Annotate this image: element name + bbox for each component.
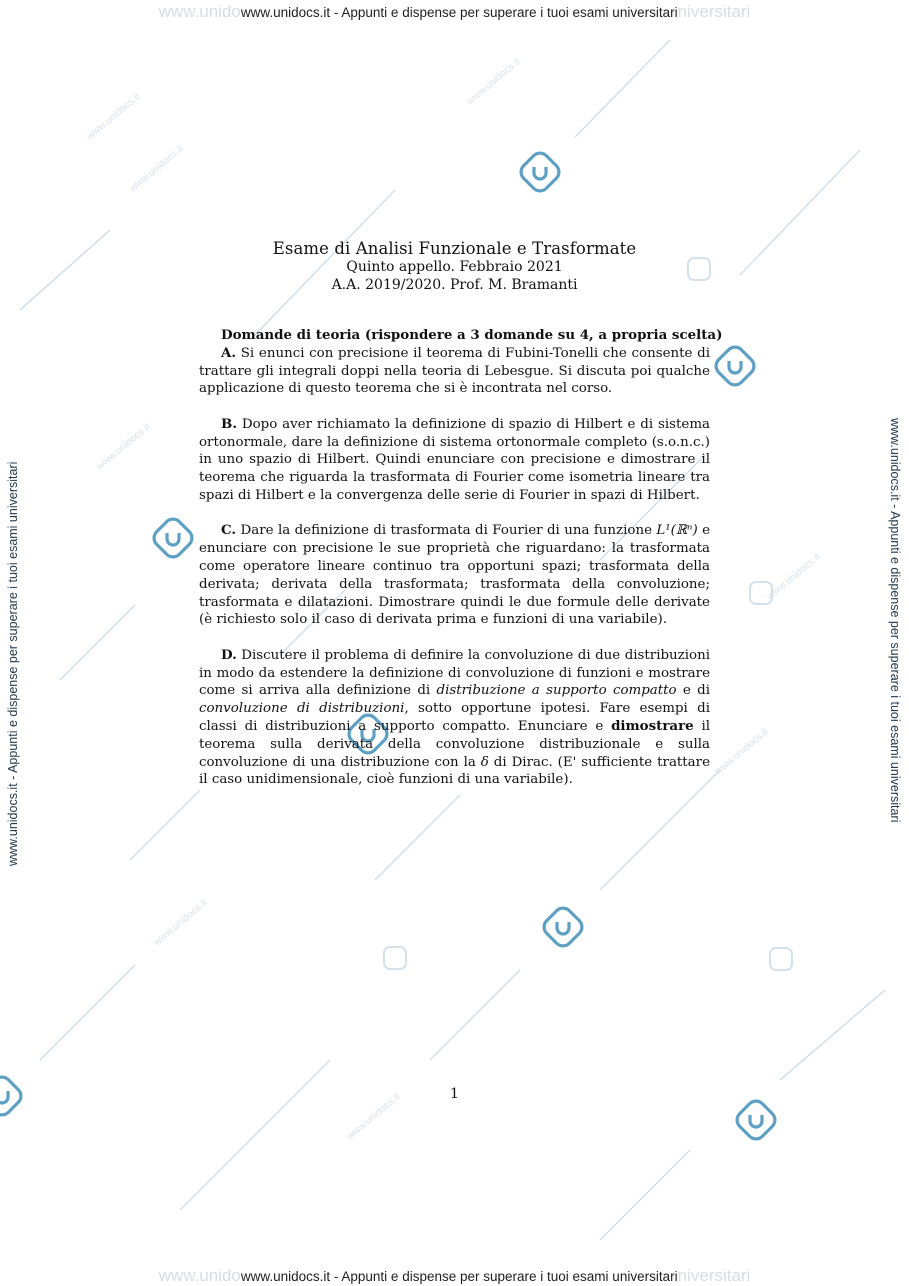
page-number: 1 — [450, 1086, 459, 1102]
diagonal-watermark-text: www.unidocs.it — [764, 551, 823, 603]
diagonal-watermark-text: www.unidocs.it — [151, 897, 210, 949]
diagonal-watermark-text: www.unidocs.it — [344, 1091, 403, 1143]
question-text: di Dirac. (E' sufficiente trattare il caso unidimensionale, cioè funzioni di una variabile). — [199, 754, 710, 788]
top-watermark-text: www.unidocs.it - Appunti e dispense per superare i tuoi esami universitari — [240, 5, 678, 20]
question-text: il teorema sulla derivata della convoluzione distribuzionale e sulla convoluzione di una distribuzione con la — [199, 718, 711, 770]
bottom-watermark-bar — [0, 1266, 909, 1286]
ghost-watermark-left: www.unido — [158, 1266, 241, 1285]
question-a — [199, 345, 710, 398]
question-b — [199, 416, 710, 505]
bottom-watermark-text: www.unidocs.it - Appunti e dispense per superare i tuoi esami universitari — [240, 1269, 678, 1284]
faint-logo-icon — [750, 582, 772, 604]
question-text: Si enunci con precisione il teorema di Fubini-Tonelli che consente di trattare gli integrali doppi nella teoria di Lebesgue. Si discuta poi qualche applicazione di questo teorema che si è incontrata nel corso. — [199, 345, 710, 397]
question-text: Discutere il problema di definire la convoluzione di due distribuzioni in modo da estendere la definizione di convoluzione di funzioni e mostrare come si arriva alla definizione di — [199, 647, 710, 699]
ghost-watermark-right: niversitari — [677, 1266, 751, 1285]
question-label: D. — [221, 646, 237, 663]
faint-logo-icon — [384, 947, 406, 969]
smiley-u-logo-icon — [733, 1097, 778, 1142]
question-label: C. — [221, 522, 237, 539]
emphasized-term: convoluzione di distribuzioni — [199, 701, 405, 717]
exam-title: Esame di Analisi Funzionale e Trasformate — [272, 239, 637, 258]
question-c — [199, 522, 710, 629]
math-symbol: δ — [480, 754, 489, 770]
question-text: e enunciare con precisione le sue proprietà che riguardano: la trasformata come operatore lineare continuo tra opportuni spazi; trasformata della derivata; derivata della trasformata; trasformata della convoluzione; trasformata e dilatazioni. Dimostrare quindi le due formule delle derivate (è richiesto solo il caso di derivata prima e funzioni di una variabile). — [199, 523, 710, 628]
question-label: A. — [221, 344, 237, 361]
exam-subtitle-session: Quinto appello. Febbraio 2021 — [346, 259, 563, 275]
question-label: B. — [221, 415, 237, 432]
question-text: Dare la definizione di trasformata di Fourier di una funzione — [236, 523, 657, 539]
ghost-watermark-right: niversitari — [677, 2, 751, 21]
questions-section — [199, 327, 723, 789]
question-text: Dopo aver richiamato la definizione di spazio di Hilbert e di sistema ortonormale, dare la definizione di sistema ortonormale completo (s.o.n.c.) in uno spazio di Hilbert. Quindi enunciare con precisione e dimostrare il teorema che riguarda la trasformata di Fourier come isometria lineare tra spazi di Hilbert e la convergenza delle serie di Fourier in spazi di Hilbert. — [199, 416, 710, 503]
math-expression: L¹(ℝⁿ) — [656, 523, 698, 539]
question-text: e di — [676, 683, 711, 699]
bold-term: dimostrare — [611, 717, 694, 734]
smiley-u-logo-icon — [517, 149, 562, 194]
emphasized-term: distribuzione a supporto compatto — [436, 683, 677, 699]
diagonal-watermark-text: www.unidocs.it — [94, 421, 153, 473]
diagonal-watermark-text: www.unidocs.it — [84, 91, 143, 143]
ghost-watermark-left: www.unido — [158, 2, 241, 21]
diagonal-watermark-text: www.unidocs.it — [464, 56, 523, 108]
left-side-watermark: www.unidocs.it - Appunti e dispense per superare i tuoi esami universitari — [6, 461, 20, 866]
smiley-u-logo-icon — [712, 343, 757, 388]
faint-logo-icon — [770, 948, 792, 970]
right-side-watermark: www.unidocs.it - Appunti e dispense per superare i tuoi esami universitari — [888, 418, 902, 823]
section-title: Domande di teoria (rispondere a 3 domande su 4, a propria scelta) — [221, 327, 723, 343]
smiley-u-logo-icon — [540, 904, 585, 949]
diagonal-watermark-text: www.unidocs.it — [712, 726, 771, 778]
exam-subtitle-year-prof: A.A. 2019/2020. Prof. M. Bramanti — [331, 277, 578, 293]
question-text: , sotto opportune ipotesi. Fare esempi di classi di distribuzioni a supporto compatto. Enunciare e — [199, 701, 710, 734]
top-watermark-bar — [0, 2, 909, 22]
smiley-u-logo-icon — [150, 515, 195, 560]
diagonal-watermark-text: www.unidocs.it — [127, 143, 186, 195]
question-d — [199, 647, 710, 789]
